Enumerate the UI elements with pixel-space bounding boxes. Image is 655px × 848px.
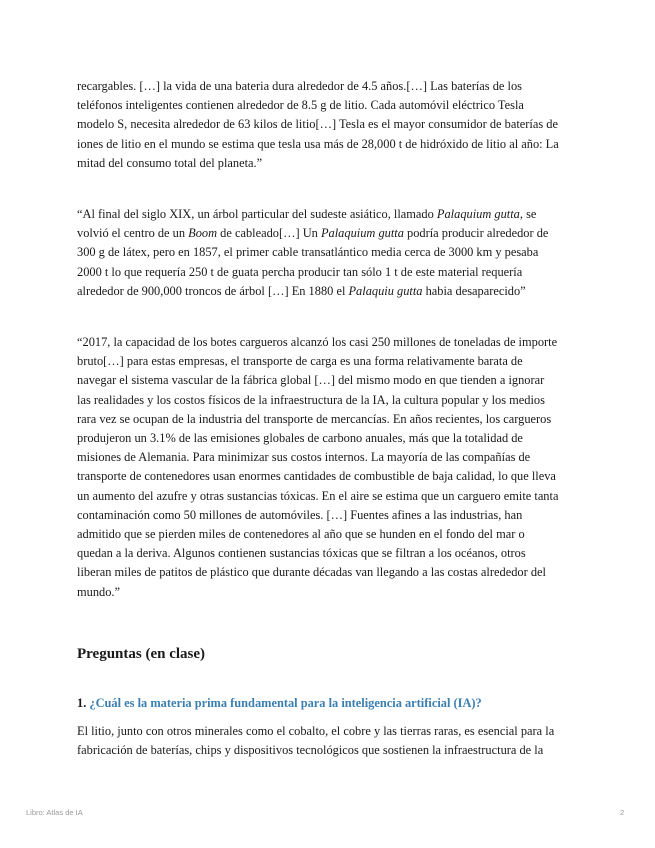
text-line: quedan a la deriva. Algunos contienen sustancias tóxicas que se filtran a los océanos, otros [77, 546, 526, 561]
text-line: fabricación de baterías, chips y dispositivos tecnológicos que sostienen la infraestructura de la [77, 743, 544, 758]
text-line: un aumento del azufre y otras sustancias tóxicas. En el aire se estima que un carguero emite tanta [77, 488, 559, 503]
question-link[interactable]: ¿Cuál es la materia prima fundamental para la inteligencia artificial (IA)? [89, 696, 482, 710]
text-line: mundo.” [77, 584, 121, 599]
text-line: navegar el sistema vascular de la fábrica global […] del mismo modo en que tienden a ignorar [77, 373, 545, 388]
text-line: misiones de Alemania. Para minimizar sus costos internos. La mayoría de las compañías de [77, 450, 531, 465]
text-line: admitido que se pierden miles de contenedores al año que se hunden en el fondo del mar o [77, 527, 525, 542]
answer-paragraph [77, 722, 577, 760]
text-line: mitad del consumo total del planeta.” [77, 155, 263, 170]
footer-page-number: 2 [620, 808, 625, 817]
footer-source: Libro: Atlas de IA [26, 808, 83, 817]
quote-paragraph-gutta-percha [77, 205, 577, 301]
text-line: liberan miles de patitos de plástico que durante décadas van llegando a las costas alrededor del [77, 565, 546, 580]
text-segment: habia desaparecido” [422, 283, 526, 298]
section-heading: Preguntas (en clase) [77, 646, 206, 662]
text-segment: de cableado[…] Un [217, 226, 321, 241]
text-line: modelo S, necesita alrededor de 63 kilos de litio[…] Tesla es el mayor consumidor de baterías de [77, 117, 558, 132]
text-line: iones de litio en el mundo se estima que tesla usa más de 28,000 t de hidróxido de litio al año: La [77, 136, 559, 151]
text-segment: alrededor de 900,000 troncos de árbol […] En 1880 el [77, 283, 349, 298]
text-line [77, 282, 577, 301]
text-line: El litio, junto con otros minerales como el cobalto, el cobre y las tierras raras, es esencial para la [77, 724, 555, 738]
text-segment: “Al final del siglo XIX, un árbol particular del sudeste asiático, llamado [77, 207, 437, 221]
text-line [77, 205, 577, 224]
text-segment: podría producir alrededor de [403, 226, 549, 241]
text-line: bruto[…] para estas empresas, el transporte de carga es una forma relativamente barata de [77, 354, 523, 369]
text-line: recargables. […] la vida de una bateria dura alrededor de 4.5 años.[…] Las baterías de los [77, 79, 522, 93]
text-line: 2000 t lo que requería 250 t de guata percha producir tan sólo 1 t de este material requería [77, 264, 523, 279]
text-line: “2017, la capacidad de los botes cargueros alcanzó los casi 250 millones de toneladas de importe [77, 335, 558, 349]
text-line: produjeron un 3.1% de las emisiones globales de carbono anuales, más que la totalidad de [77, 431, 523, 446]
italic-term: Palaquium gutta [320, 226, 404, 241]
text-line: 300 g de látex, pero en 1857, el primer cable transatlántico media cerca de 3000 km y pesaba [77, 245, 539, 260]
text-segment: volvió el centro de un [77, 226, 189, 241]
text-segment: , se [519, 207, 537, 221]
italic-term: Boom [188, 226, 218, 241]
question-number: 1. [77, 696, 90, 710]
text-line: rara vez se ocupan de la industria del transporte de mercancías. En años recientes, los cargueros [77, 411, 552, 426]
text-line: las realidades y los costos físicos de la infraestructura de la IA, la cultura popular y los medios [77, 392, 545, 407]
text-line: transporte de contenedores usan enormes cantidades de combustible de baja calidad, lo que lleva [77, 469, 556, 484]
text-line: teléfonos inteligentes contienen alrededor de 8.5 g de litio. Cada automóvil eléctrico Tesla [77, 98, 524, 113]
question-1 [77, 696, 482, 711]
italic-term: Palaquiu gutta [348, 283, 423, 298]
italic-term: Palaquium gutta [436, 207, 520, 221]
quote-paragraph-lithium [77, 77, 577, 173]
quote-paragraph-shipping [77, 333, 577, 602]
text-line [77, 224, 577, 243]
text-line: contaminación como 50 millones de automóviles. […] Fuentes afines a las industrias, han [77, 507, 523, 522]
